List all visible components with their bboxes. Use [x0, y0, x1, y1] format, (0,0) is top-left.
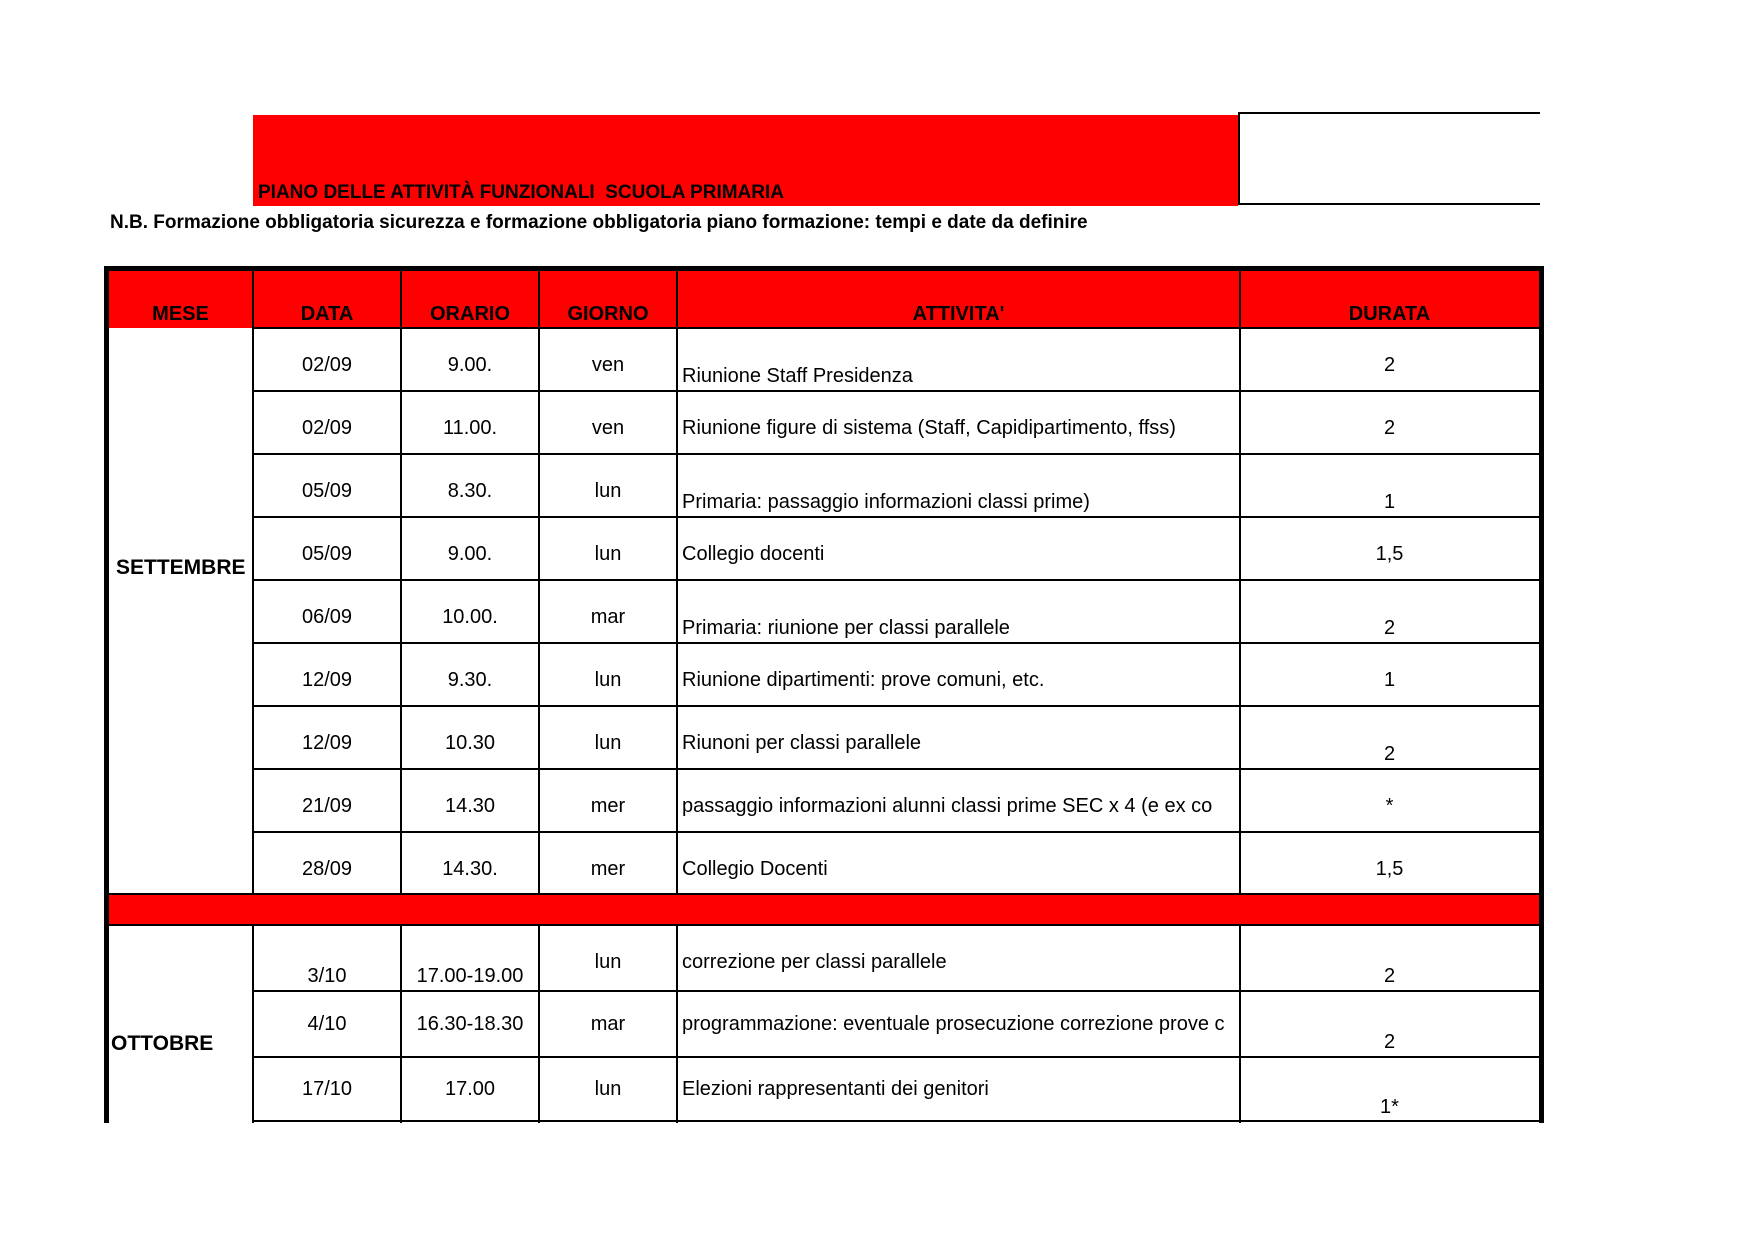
table-frame-right — [1539, 266, 1544, 1123]
cell-durata: 1* — [1380, 1096, 1399, 1118]
cell-durata: 2 — [1383, 1031, 1396, 1053]
cell-data: 4/10 — [307, 1012, 347, 1035]
column-divider — [538, 924, 540, 1123]
cell-giorno: lun — [594, 669, 622, 691]
row-divider — [108, 924, 1540, 926]
cell-orario: 9.00. — [447, 543, 493, 565]
title-bar — [253, 115, 1238, 206]
cell-attivita: correzione per classi parallele — [682, 951, 947, 973]
cell-orario: 14.30. — [442, 858, 498, 880]
cell-orario: 16.30-18.30 — [416, 1012, 524, 1035]
cell-attivita: programmazione: eventuale prosecuzione correzione prove c — [682, 1012, 1225, 1035]
cell-giorno: mer — [590, 858, 626, 880]
column-divider — [1239, 270, 1241, 895]
document-title: PIANO DELLE ATTIVITÀ FUNZIONALI SCUOLA PRIMARIA — [258, 182, 784, 203]
cell-giorno: mar — [590, 606, 626, 628]
row-divider — [252, 768, 1540, 770]
row-divider — [252, 516, 1540, 518]
row-divider — [252, 579, 1540, 581]
cell-attivita: Collegio Docenti — [682, 858, 828, 880]
cell-durata: 2 — [1383, 743, 1396, 765]
cell-attivita: Collegio docenti — [682, 543, 825, 565]
cell-orario: 11.00. — [442, 417, 498, 439]
header-giorno: GIORNO — [567, 303, 649, 325]
column-divider — [252, 270, 254, 895]
cell-durata: * — [1385, 795, 1394, 817]
row-divider — [108, 893, 1540, 895]
header-data: DATA — [300, 303, 354, 325]
cell-giorno: ven — [591, 417, 625, 439]
cell-orario: 8.30. — [447, 480, 493, 502]
row-divider — [252, 831, 1540, 833]
cell-orario: 10.30 — [444, 732, 496, 754]
row-divider — [252, 990, 1540, 992]
cell-data: 28/09 — [301, 858, 353, 880]
column-divider — [1239, 924, 1241, 1123]
cell-durata: 2 — [1383, 354, 1396, 376]
cell-data: 06/09 — [301, 606, 353, 628]
cell-data: 05/09 — [301, 543, 353, 565]
cell-giorno: ven — [591, 354, 625, 376]
cell-data: 02/09 — [301, 354, 353, 376]
cell-durata: 2 — [1383, 617, 1396, 639]
cell-giorno: lun — [594, 1078, 622, 1100]
cell-orario: 17.00 — [444, 1078, 496, 1100]
cell-data: 12/09 — [301, 732, 353, 754]
table-frame-left — [104, 266, 109, 1123]
cell-attivita: Riunione Staff Presidenza — [682, 365, 913, 387]
header-attivita: ATTIVITA' — [912, 303, 1005, 325]
cell-giorno: mar — [590, 1012, 626, 1035]
cell-data: 3/10 — [307, 965, 347, 987]
cell-attivita: Primaria: passaggio informazioni classi prime) — [682, 491, 1090, 513]
cell-giorno: lun — [594, 951, 622, 973]
note-text: N.B. Formazione obbligatoria sicurezza e formazione obbligatoria piano formazione: tempi e date da definire — [110, 212, 1088, 233]
cell-attivita: Elezioni rappresentanti dei genitori — [682, 1078, 989, 1100]
cell-orario: 17.00-19.00 — [416, 965, 524, 987]
cell-attivita: Riunione dipartimenti: prove comuni, etc. — [682, 669, 1045, 691]
cell-durata: 1 — [1383, 669, 1396, 691]
row-divider — [252, 1120, 1540, 1122]
cell-durata: 1,5 — [1375, 858, 1404, 880]
cell-data: 21/09 — [301, 795, 353, 817]
cell-orario: 9.30. — [447, 669, 493, 691]
row-divider — [252, 1056, 1540, 1058]
row-divider — [252, 390, 1540, 392]
column-divider — [400, 270, 402, 895]
header-durata: DURATA — [1348, 303, 1431, 325]
cell-durata: 1,5 — [1375, 543, 1404, 565]
header-mese: MESE — [152, 303, 209, 325]
row-divider — [252, 327, 1540, 329]
cell-data: 17/10 — [301, 1078, 353, 1100]
cell-data: 05/09 — [301, 480, 353, 502]
row-divider — [252, 705, 1540, 707]
column-divider — [676, 924, 678, 1123]
header-orario: ORARIO — [430, 303, 510, 325]
column-divider — [538, 270, 540, 895]
row-divider — [252, 642, 1540, 644]
cell-attivita: Primaria: riunione per classi parallele — [682, 617, 1010, 639]
cell-attivita: Riunoni per classi parallele — [682, 732, 922, 754]
cell-data: 02/09 — [301, 417, 353, 439]
table-frame-top — [104, 266, 1544, 271]
cell-attivita: passaggio informazioni alunni classi prime SEC x 4 (e ex co — [682, 795, 1213, 817]
cell-orario: 10.00. — [442, 606, 498, 628]
cell-giorno: lun — [594, 480, 622, 502]
cell-durata: 1 — [1383, 491, 1396, 513]
cell-orario: 9.00. — [447, 354, 493, 376]
month-settembre: SETTEMBRE — [116, 556, 246, 579]
cell-giorno: mer — [590, 795, 626, 817]
cell-data: 12/09 — [301, 669, 353, 691]
column-divider — [400, 924, 402, 1123]
cell-giorno: lun — [594, 543, 622, 565]
month-ottobre: OTTOBRE — [111, 1032, 214, 1055]
cell-orario: 14.30 — [444, 795, 496, 817]
cell-attivita: Riunione figure di sistema (Staff, Capidipartimento, ffss) — [682, 417, 1176, 439]
cell-durata: 2 — [1383, 417, 1396, 439]
month-separator-row — [108, 894, 1540, 925]
cell-durata: 2 — [1383, 965, 1396, 987]
column-divider — [676, 270, 678, 895]
cell-giorno: lun — [594, 732, 622, 754]
row-divider — [252, 453, 1540, 455]
title-empty-box — [1238, 112, 1540, 205]
column-divider — [252, 924, 254, 1123]
